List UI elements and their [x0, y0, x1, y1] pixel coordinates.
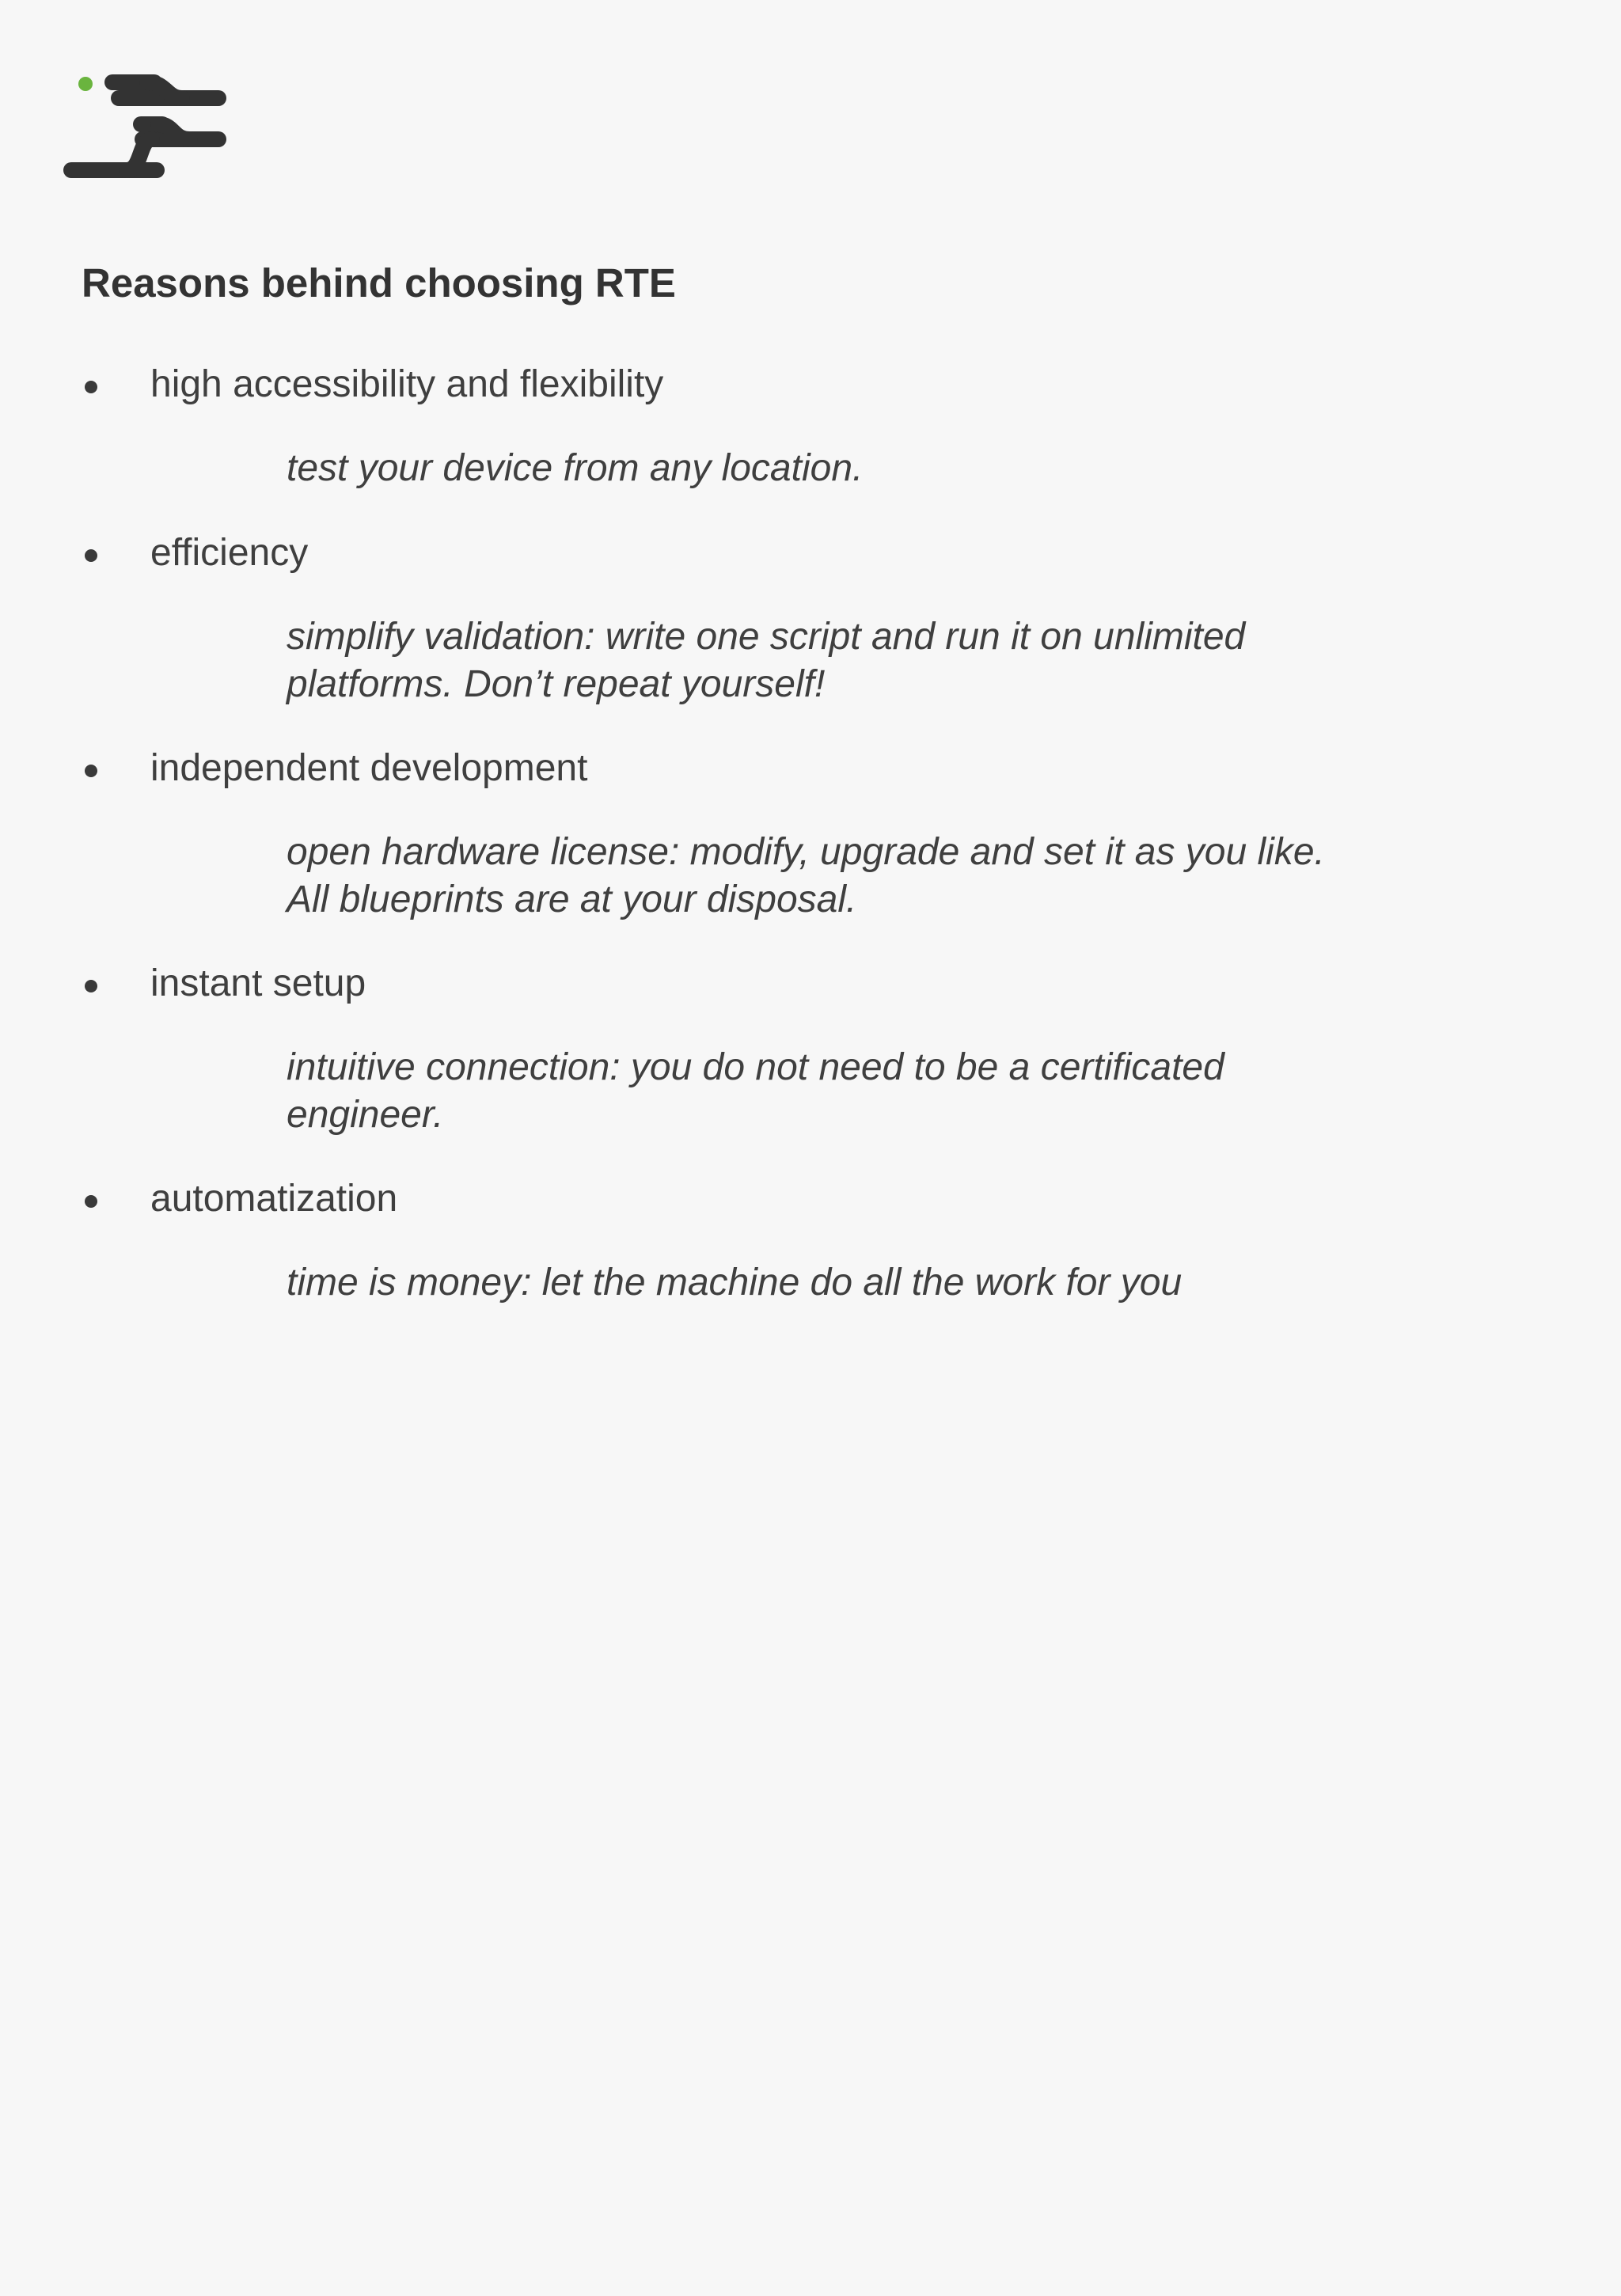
- reason-label: automatization: [150, 1178, 398, 1220]
- page-title: Reasons behind choosing RTE: [82, 260, 676, 306]
- reason-description-line: test your device from any location.: [287, 447, 864, 489]
- reason-label: efficiency: [150, 532, 309, 574]
- reason-description-line: platforms. Don’t repeat yourself!: [287, 663, 826, 705]
- reason-description-line: intuitive connection: you do not need to be a certificated: [287, 1046, 1224, 1088]
- bullet-icon: [85, 549, 97, 562]
- reason-description-line: open hardware license: modify, upgrade and set it as you like.: [287, 831, 1325, 873]
- brand-logo-icon: [63, 73, 230, 184]
- bullet-icon: [85, 980, 97, 992]
- bullet-icon: [85, 381, 97, 393]
- bullet-icon: [85, 1195, 97, 1208]
- reason-label: high accessibility and flexibility: [150, 363, 664, 405]
- reason-description: [287, 829, 1458, 924]
- reason-description-line: All blueprints are at your disposal.: [287, 879, 857, 920]
- reason-description-line: engineer.: [287, 1094, 444, 1136]
- reason-label: independent development: [150, 747, 588, 789]
- bullet-icon: [85, 765, 97, 777]
- reason-description-line: time is money: let the machine do all the work for you: [287, 1262, 1183, 1304]
- reason-description-line: simplify validation: write one script and run it on unlimited: [287, 616, 1246, 658]
- reason-label: instant setup: [150, 962, 366, 1004]
- reason-description: [287, 1044, 1458, 1139]
- reason-description: [287, 1259, 1458, 1307]
- reason-description: [287, 445, 1458, 492]
- reason-description: [287, 613, 1458, 708]
